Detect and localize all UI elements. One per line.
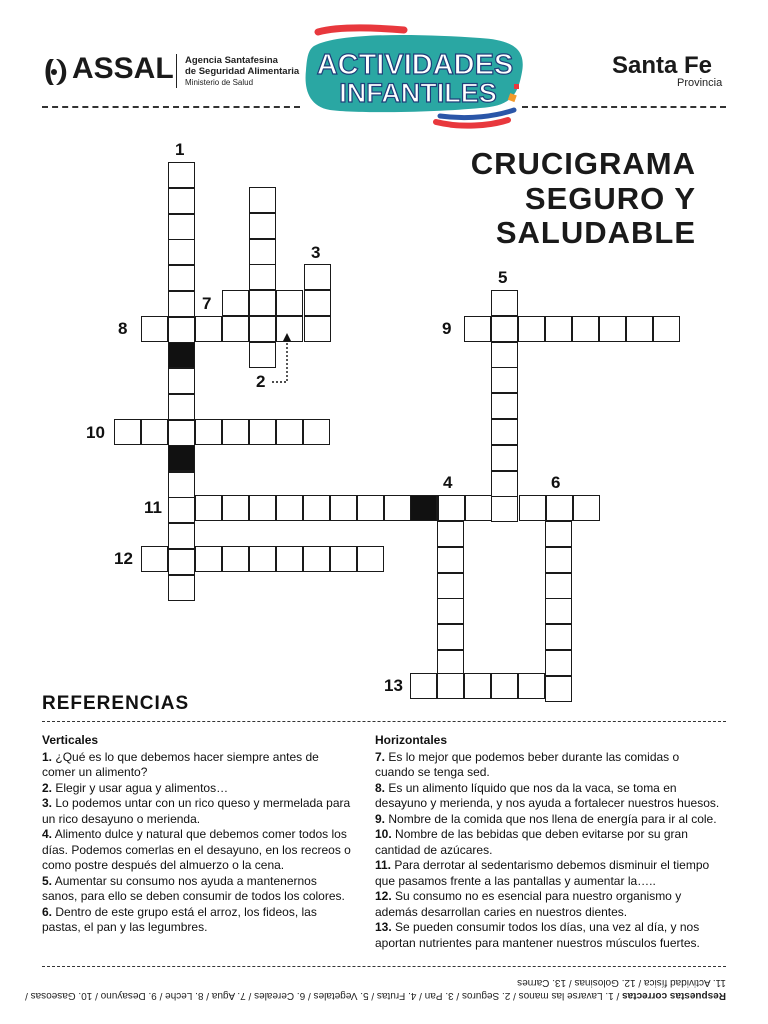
answers-line-1-text: / 1. Lavarse las manos / 2. Seguros / 3. Pan / 4. Frutas / 5. Vegetales / 6. Cereales / 7. Agua / 8. Leche / 9. Desayuno / 10. Gaseosas / <box>25 990 620 1001</box>
crossword-cell[interactable] <box>304 264 331 290</box>
page-header <box>0 0 768 110</box>
crossword-cell[interactable] <box>168 214 195 240</box>
crossword-cell[interactable] <box>249 264 276 290</box>
crossword-cell[interactable] <box>303 419 330 445</box>
clue-text: Para derrotar al sedentarismo debemos disminuir el tiempo que pasamos frente a las pantallas y aumentar la….. <box>375 858 710 888</box>
clue-item <box>42 781 352 797</box>
crossword-cell[interactable] <box>303 495 330 521</box>
clue-item <box>42 796 352 827</box>
crossword-cell[interactable] <box>222 546 249 572</box>
crossword-cell[interactable] <box>384 495 411 521</box>
clue-number-label: 8 <box>118 319 128 338</box>
crossword-cell[interactable] <box>437 598 464 624</box>
clue-text: Dentro de este grupo está el arroz, los fideos, las pastas, el pan y las legumbres. <box>42 904 317 934</box>
crossword-cell[interactable] <box>276 419 303 445</box>
clue-number: 5. <box>42 873 53 888</box>
province-name: Santa Fe <box>612 52 713 79</box>
clue-number-label: 7 <box>202 294 212 313</box>
clue-text: Elegir y usar agua y alimentos… <box>55 780 229 795</box>
clue-text: ¿Qué es lo que debemos hacer siempre antes de comer un alimento? <box>42 749 319 779</box>
crossword-block <box>168 445 195 471</box>
references-divider <box>42 721 726 722</box>
crossword-cell[interactable] <box>491 471 518 497</box>
actividades-infantiles-badge <box>300 24 532 132</box>
crossword-cell[interactable] <box>572 316 599 342</box>
vertical-clues <box>42 733 352 936</box>
clue-number: 11. <box>375 858 392 872</box>
answers-label: Respuestas correctas <box>622 990 726 1001</box>
crossword-cell[interactable] <box>249 239 276 265</box>
clue-item <box>42 827 352 874</box>
clue-item <box>375 827 720 858</box>
clue-number: 3. <box>42 796 53 810</box>
crossword-cell[interactable] <box>249 495 276 521</box>
crossword-cell[interactable] <box>141 316 168 342</box>
crossword-cell[interactable] <box>545 316 572 342</box>
page-title-line-2: SEGURO Y <box>524 181 696 216</box>
crossword-cell[interactable] <box>464 673 491 699</box>
province-subtitle: Provincia <box>677 77 723 89</box>
clue-item <box>375 781 720 812</box>
clue-item <box>42 750 352 781</box>
crossword-cell[interactable] <box>168 188 195 214</box>
crossword-cell[interactable] <box>168 317 195 343</box>
crossword-cell[interactable] <box>222 495 249 521</box>
clue-number-label: 2 <box>256 372 266 391</box>
clue-text: Es un alimento líquido que nos da la vaca, se toma en desayuno y merienda, y nos ayuda a fortalecer nuestros huesos. <box>375 780 720 810</box>
crossword-cell[interactable] <box>545 573 572 599</box>
clue-item <box>375 889 720 920</box>
crossword-cell[interactable] <box>437 521 464 547</box>
references-title: REFERENCIAS <box>42 693 190 714</box>
clue-item <box>375 750 720 781</box>
clue-number-label: 10 <box>86 423 105 442</box>
crossword-cell[interactable] <box>438 495 465 521</box>
clue-number: 6. <box>42 904 53 919</box>
crossword-cell[interactable] <box>653 316 680 342</box>
agency-line-1: Agencia Santafesina <box>185 55 278 66</box>
clue-number: 4. <box>42 827 53 841</box>
crossword-cell[interactable] <box>249 419 276 445</box>
crossword-cell[interactable] <box>168 497 195 523</box>
crossword-cell[interactable] <box>519 495 546 521</box>
clue-text: Su consumo no es esencial para nuestro organismo y además desarrollan caries en nuestros dientes. <box>375 889 682 919</box>
answers-line-1 <box>26 989 726 1002</box>
page-title-line-3: SALUDABLE <box>495 215 696 250</box>
crossword-cell[interactable] <box>195 316 222 342</box>
clue-number: 8. <box>375 780 386 795</box>
crossword-cell[interactable] <box>464 316 491 342</box>
crossword-cell[interactable] <box>357 546 384 572</box>
crossword-cell[interactable] <box>437 547 464 573</box>
crossword-cell[interactable] <box>626 316 653 342</box>
answers-line-2-text: 11. Actividad física / 12. Golosinas / 13. Carnes <box>517 977 726 988</box>
crossword-cell[interactable] <box>276 290 303 316</box>
crossword-cell[interactable] <box>168 549 195 575</box>
crossword-cell[interactable] <box>437 673 464 699</box>
crossword-cell[interactable] <box>168 472 195 498</box>
crossword-cell[interactable] <box>141 419 168 445</box>
crossword-cell[interactable] <box>545 598 572 624</box>
clue-number-label: 13 <box>384 676 403 695</box>
horizontal-clues-title: Horizontales <box>375 733 448 747</box>
crossword-cell[interactable] <box>168 239 195 265</box>
crossword-cell[interactable] <box>168 575 195 601</box>
agency-line-3: Ministerio de Salud <box>185 78 254 87</box>
crossword-cell[interactable] <box>168 523 195 549</box>
crossword-cell[interactable] <box>491 290 518 316</box>
crossword-cell[interactable] <box>330 495 357 521</box>
crossword-cell[interactable] <box>357 495 384 521</box>
crossword-cell[interactable] <box>249 213 276 239</box>
clue-number-label: 4 <box>443 473 453 492</box>
clue-text: Es lo mejor que podemos beber durante las comidas o cuando se tenga sed. <box>375 749 680 779</box>
crossword-cell[interactable] <box>491 445 518 471</box>
crossword-cell[interactable] <box>276 495 303 521</box>
crossword-cell[interactable] <box>545 547 572 573</box>
clue-text: Nombre de la comida que nos llena de energía para ir al cole. <box>388 811 717 826</box>
crossword-cell[interactable] <box>491 673 518 699</box>
crossword-cell[interactable] <box>410 673 437 699</box>
crossword-cell[interactable] <box>222 290 249 316</box>
crossword-cell[interactable] <box>465 495 492 521</box>
crossword-cell[interactable] <box>249 187 276 213</box>
crossword-cell[interactable] <box>249 290 276 316</box>
crossword-cell[interactable] <box>304 290 331 316</box>
crossword-cell[interactable] <box>330 546 357 572</box>
crossword-cell[interactable] <box>545 521 572 547</box>
crossword-cell[interactable] <box>304 316 331 342</box>
crossword-cell[interactable] <box>437 573 464 599</box>
crossword-cell[interactable] <box>195 495 222 521</box>
crossword-cell[interactable] <box>303 546 330 572</box>
crossword-block <box>410 495 437 521</box>
clue-text: Nombre de las bebidas que deben evitarse por su gran cantidad de azúcares. <box>375 827 688 857</box>
clue-text: Aumentar su consumo nos ayuda a mantenernos sanos, para ello se deben consumir de todos los colores. <box>42 873 345 903</box>
crossword-cell[interactable] <box>573 495 600 521</box>
clue-number-label: 3 <box>311 243 321 262</box>
crossword-cell[interactable] <box>491 419 518 445</box>
clue-number: 10. <box>375 827 392 841</box>
crossword-cell[interactable] <box>518 316 545 342</box>
crossword-cell[interactable] <box>491 496 518 522</box>
clue-number: 1. <box>42 749 53 764</box>
crossword-cell[interactable] <box>437 624 464 650</box>
crossword-cell[interactable] <box>168 420 195 446</box>
clue-number: 12. <box>375 889 392 903</box>
badge-line-1: ACTIVIDADES <box>316 49 514 81</box>
crossword-cell[interactable] <box>168 394 195 420</box>
clue-2-arrow-icon <box>270 330 300 390</box>
crossword-cell[interactable] <box>491 342 518 368</box>
crossword-cell[interactable] <box>545 650 572 676</box>
clue-number: 13. <box>375 920 392 934</box>
answers-divider <box>42 966 726 967</box>
assal-logo-icon <box>42 55 72 89</box>
clue-text: Lo podemos untar con un rico queso y mermelada para un rico desayuno o merienda. <box>42 796 351 826</box>
crossword-cell[interactable] <box>518 673 545 699</box>
clue-number: 9. <box>375 811 386 826</box>
page-title-line-1: CRUCIGRAMA <box>470 146 696 181</box>
crossword-cell[interactable] <box>546 495 573 521</box>
crossword-cell[interactable] <box>491 393 518 419</box>
logo-separator <box>176 54 177 88</box>
clue-item <box>42 874 352 905</box>
vertical-clues-title: Verticales <box>42 733 99 747</box>
crossword-cell[interactable] <box>195 546 222 572</box>
header-divider-right <box>522 106 726 108</box>
crossword-cell[interactable] <box>276 546 303 572</box>
crossword-cell[interactable] <box>599 316 626 342</box>
clue-text: Alimento dulce y natural que debemos comer todos los días. Podemos comerlas en el desayuno, en los recreos o como postre después del almuerzo o la cena. <box>42 827 351 872</box>
crossword-cell[interactable] <box>491 316 518 342</box>
crossword-cell[interactable] <box>222 316 249 342</box>
crossword-cell[interactable] <box>195 419 222 445</box>
agency-line-2: de Seguridad Alimentaria <box>185 66 300 77</box>
clue-number-label: 6 <box>551 473 561 492</box>
clue-item <box>375 858 720 889</box>
clue-number-label: 1 <box>175 140 185 159</box>
crossword-cell[interactable] <box>141 546 168 572</box>
clue-number-label: 11 <box>144 498 162 517</box>
agency-name <box>185 55 299 88</box>
crossword-cell[interactable] <box>168 265 195 291</box>
crossword-cell[interactable] <box>249 546 276 572</box>
clue-text: Se pueden consumir todos los días, una vez al día, y nos aportan nutrientes para mantener nuestros músculos fuertes. <box>375 920 700 950</box>
clue-number-label: 9 <box>442 319 452 338</box>
crossword-cell[interactable] <box>114 419 141 445</box>
clue-item <box>375 812 720 828</box>
clue-number-label: 5 <box>498 268 508 287</box>
clue-item <box>42 905 352 936</box>
crossword-cell[interactable] <box>491 367 518 393</box>
badge-line-2: INFANTILES <box>339 78 497 108</box>
clue-number: 2. <box>42 780 53 795</box>
clue-number: 7. <box>375 749 386 764</box>
upside-down-answers <box>26 976 726 1002</box>
crossword-cell[interactable] <box>545 676 572 702</box>
clue-item <box>375 920 720 951</box>
crossword-cell[interactable] <box>545 624 572 650</box>
horizontal-clues <box>375 733 720 951</box>
header-divider-left <box>42 106 300 108</box>
crossword-cell[interactable] <box>168 368 195 394</box>
crossword-block <box>168 342 195 368</box>
assal-logo-text: ASSAL <box>72 52 174 85</box>
crossword-cell[interactable] <box>168 162 195 188</box>
crossword-cell[interactable] <box>222 419 249 445</box>
clue-number-label: 12 <box>114 549 133 568</box>
crossword-cell[interactable] <box>168 291 195 317</box>
